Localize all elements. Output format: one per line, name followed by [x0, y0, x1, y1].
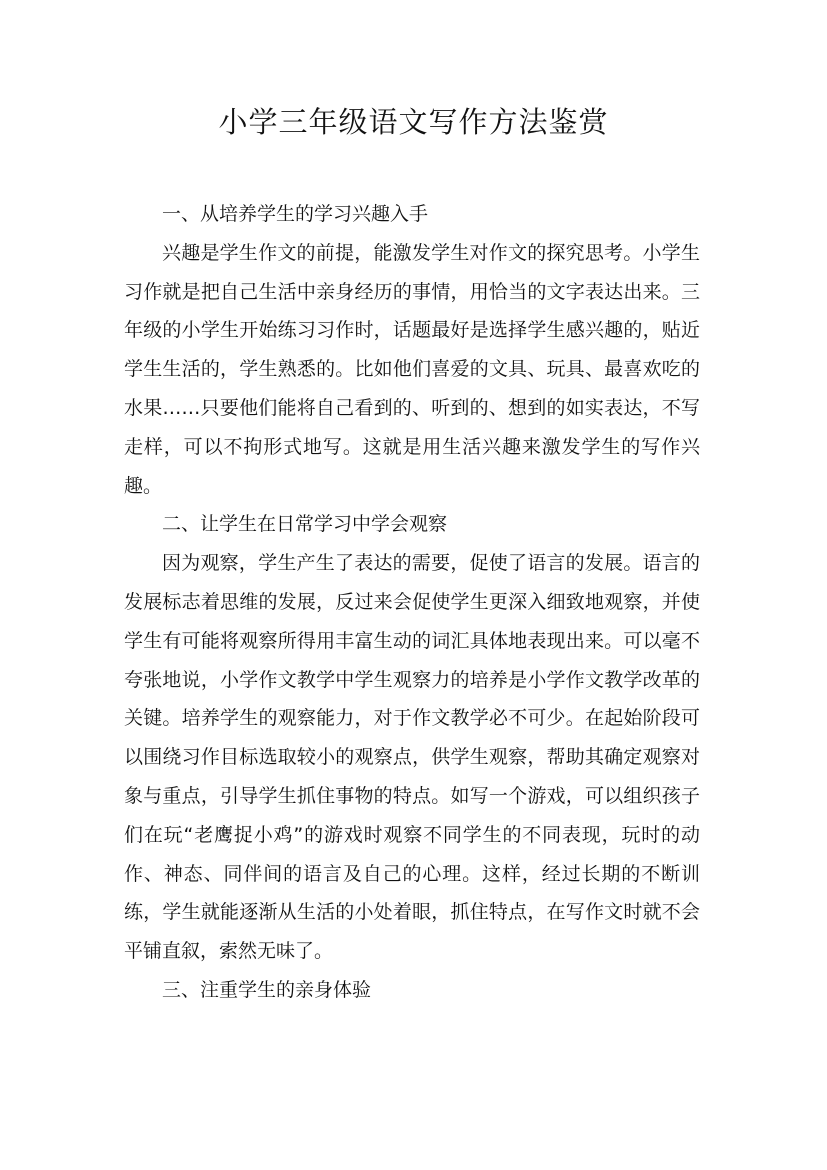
section-heading-1: 一、从培养学生的学习兴趣入手: [162, 203, 429, 225]
section-heading-3: 三、注重学生的亲身体验: [162, 978, 372, 1001]
document-title: 小学三年级语文写作方法鉴赏: [218, 105, 609, 139]
paragraph-2: 因为观察，学生产生了表达的需要，促使了语言的发展。语言的发展标志着思维的发展，反过来会促使学生更深入细致地观察，并使学生有可能将观察所得用丰富生动的词汇具体地表现出来。可以毫不夸张地说，小学作文教学中学生观察力的培养是小学作文教学改革的关键。培养学生的观察能力，对于作文教学必不可少。在起始阶段可以围绕习作目标选取较小的观察点，供学生观察，帮助其确定观察对象与重点，引导学生抓住事物的特点。如写一个游戏，可以组织孩子们在玩“老鹰捉小鸡”的游戏时观察不同学生的不同表现，玩时的动作、神态、同伴间的语言及自己的心理。这样，经过长期的不断训练，学生就能逐渐从生活的小处着眼，抓住特点，在写作文时就不会平铺直叙，索然无味了。: [124, 552, 700, 963]
document-body: [124, 195, 700, 1010]
section-heading-2: 二、让学生在日常学习中学会观察: [162, 513, 448, 536]
paragraph-1: 兴趣是学生作文的前提，能激发学生对作文的探究思考。小学生习作就是把自己生活中亲身经历的事情，用恰当的文字表达出来。三年级的小学生开始练习习作时，话题最好是选择学生感兴趣的，贴近学生生活的，学生熟悉的。比如他们喜爱的文具、玩具、最喜欢吃的水果……只要他们能将自己看到的、听到的、想到的如实表达，不写走样，可以不拘形式地写。这就是用生活兴趣来激发学生的写作兴趣。: [124, 241, 700, 497]
